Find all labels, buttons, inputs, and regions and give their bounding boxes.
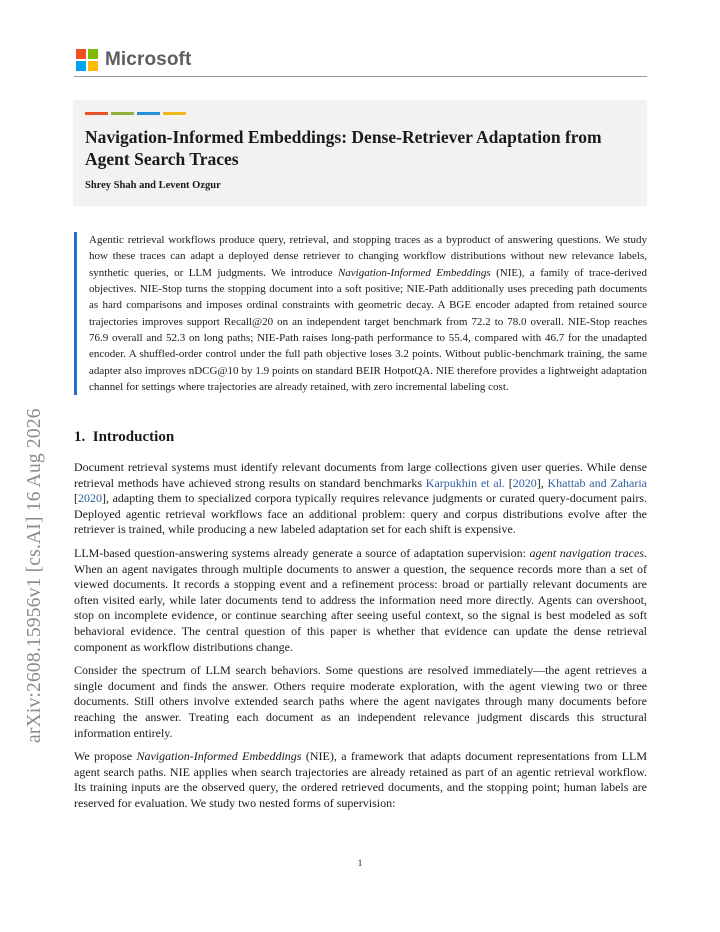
citation-link-khattab[interactable]: Khattab and Zaharia — [547, 475, 648, 490]
logo-wordmark: Microsoft — [105, 49, 192, 70]
paper-title: Navigation-Informed Embeddings: Dense-Retriever Adaptation from Agent Search Traces — [85, 127, 602, 169]
abstract — [74, 232, 647, 395]
section-number: 1. — [74, 429, 86, 445]
microsoft-logo-grid-icon — [76, 49, 98, 71]
accent-bar-green — [111, 112, 134, 115]
page-number: 1 — [357, 858, 363, 868]
title-block — [73, 100, 647, 206]
section-heading-introduction — [74, 429, 174, 446]
header-rule — [74, 76, 647, 77]
abstract-text: Agentic retrieval workflows produce query, retrieval, and stopping traces as a byproduct of answering questions. We study how these traces can adapt a deployed dense retriever to changing workflow distributions without new relevance labels, synthetic queries, or LLM judgments. We introduce Navigation-Informed Embeddings (NIE), a family of trace-derived objectives. NIE-Stop turns the stopping document into a soft positive; NIE-Path additionally uses preceding path documents as hard comparisons and imposes ordinal constraints with geometric decay. A BGE encoder adapted from retained source trajectories improves support Recall@20 on an independent target benchmark from 72.2 to 78.0 overall. NIE-Stop reaches 76.9 overall and 52.3 on long paths; NIE-Path raises long-path performance to 55.4, compared with 46.7 for the unadapted encoder. A shuffled-order control under the full path objective loses 3.2 points. Without public-benchmark training, the same adapter also improves nDCG@10 by 1.9 points on standard BEIR HotpotQA. NIE therefore provides a lightweight adaptation channel for settings where trajectories are already retained, with zero incremental labeling cost. — [89, 234, 647, 394]
citation-link-karpukhin[interactable]: Karpukhin et al. — [425, 475, 505, 490]
logo-square-blue — [76, 61, 86, 71]
logo-square-green — [88, 49, 98, 59]
accent-bar-blue — [137, 112, 160, 115]
arxiv-identifier: arXiv:2608.15956v1 [cs.AI] 16 Aug 2026 — [24, 408, 45, 743]
logo-square-red — [76, 49, 86, 59]
accent-bars — [85, 112, 186, 115]
paragraph-2: LLM-based question-answering systems already generate a source of adaptation supervision: agent navigation traces. When an agent navigates through multiple documents to answer a question, the sequence records more than a set of viewed documents. It records a stopping event and a refinement process: broad or partially relevant documents are often visited early, while later documents tend to address the information need more directly. Agents can overshoot, stop on incomplete evidence, or continue searching after seeing useful context, so the signal is best modeled as soft behavioral evidence. The central question of this paper is whether that evidence can update the dense retrieval component as workflow distributions change. — [74, 545, 647, 654]
citation-year-link[interactable]: 2020 — [78, 491, 102, 506]
accent-bar-yellow — [163, 112, 186, 115]
paragraph-1: Document retrieval systems must identify relevant documents from large collections given user queries. While dense retrieval methods have achieved strong results on standard benchmarks Karpukhin et al. [2020], Khattab and Zaharia [2020], adapting them to specialized corpora typically requires relevance judgments or curated query-document pairs. Deployed agentic retrieval workflows face an additional problem: query and corpus distributions evolve after the retriever is trained, while producing a new labeled adaptation set for each shift is expensive. — [74, 460, 648, 537]
paragraph-3: Consider the spectrum of LLM search behaviors. Some questions are resolved immediately—the agent retrieves a single document and finds the answer. Others require moderate exploration, with the agent viewing two or three documents. Still others involve extended search paths where the agent navigates through many documents before reaching the answer. Treating each document as an independent relevance judgment discards this structural information entirely. — [74, 663, 647, 740]
introduction-body — [74, 460, 647, 819]
abstract-emphasis: Navigation-Informed Embeddings — [337, 266, 491, 279]
logo-square-yellow — [88, 61, 98, 71]
section-title: Introduction — [92, 429, 175, 445]
paragraph-4: We propose Navigation-Informed Embeddings (NIE), a framework that adapts document representations from LLM agent search paths. NIE applies when search trajectories are already retained as part of an agentic retrieval workflow. Its training inputs are the observed query, the ordered retrieved documents, and the stopping point; human labels are reserved for evaluation. We study two nested forms of supervision: — [74, 749, 648, 810]
microsoft-logo — [76, 49, 191, 71]
paper-authors: Shrey Shah and Levent Ozgur — [85, 180, 221, 191]
accent-bar-orange — [85, 112, 108, 115]
citation-year-link[interactable]: 2020 — [512, 475, 537, 490]
